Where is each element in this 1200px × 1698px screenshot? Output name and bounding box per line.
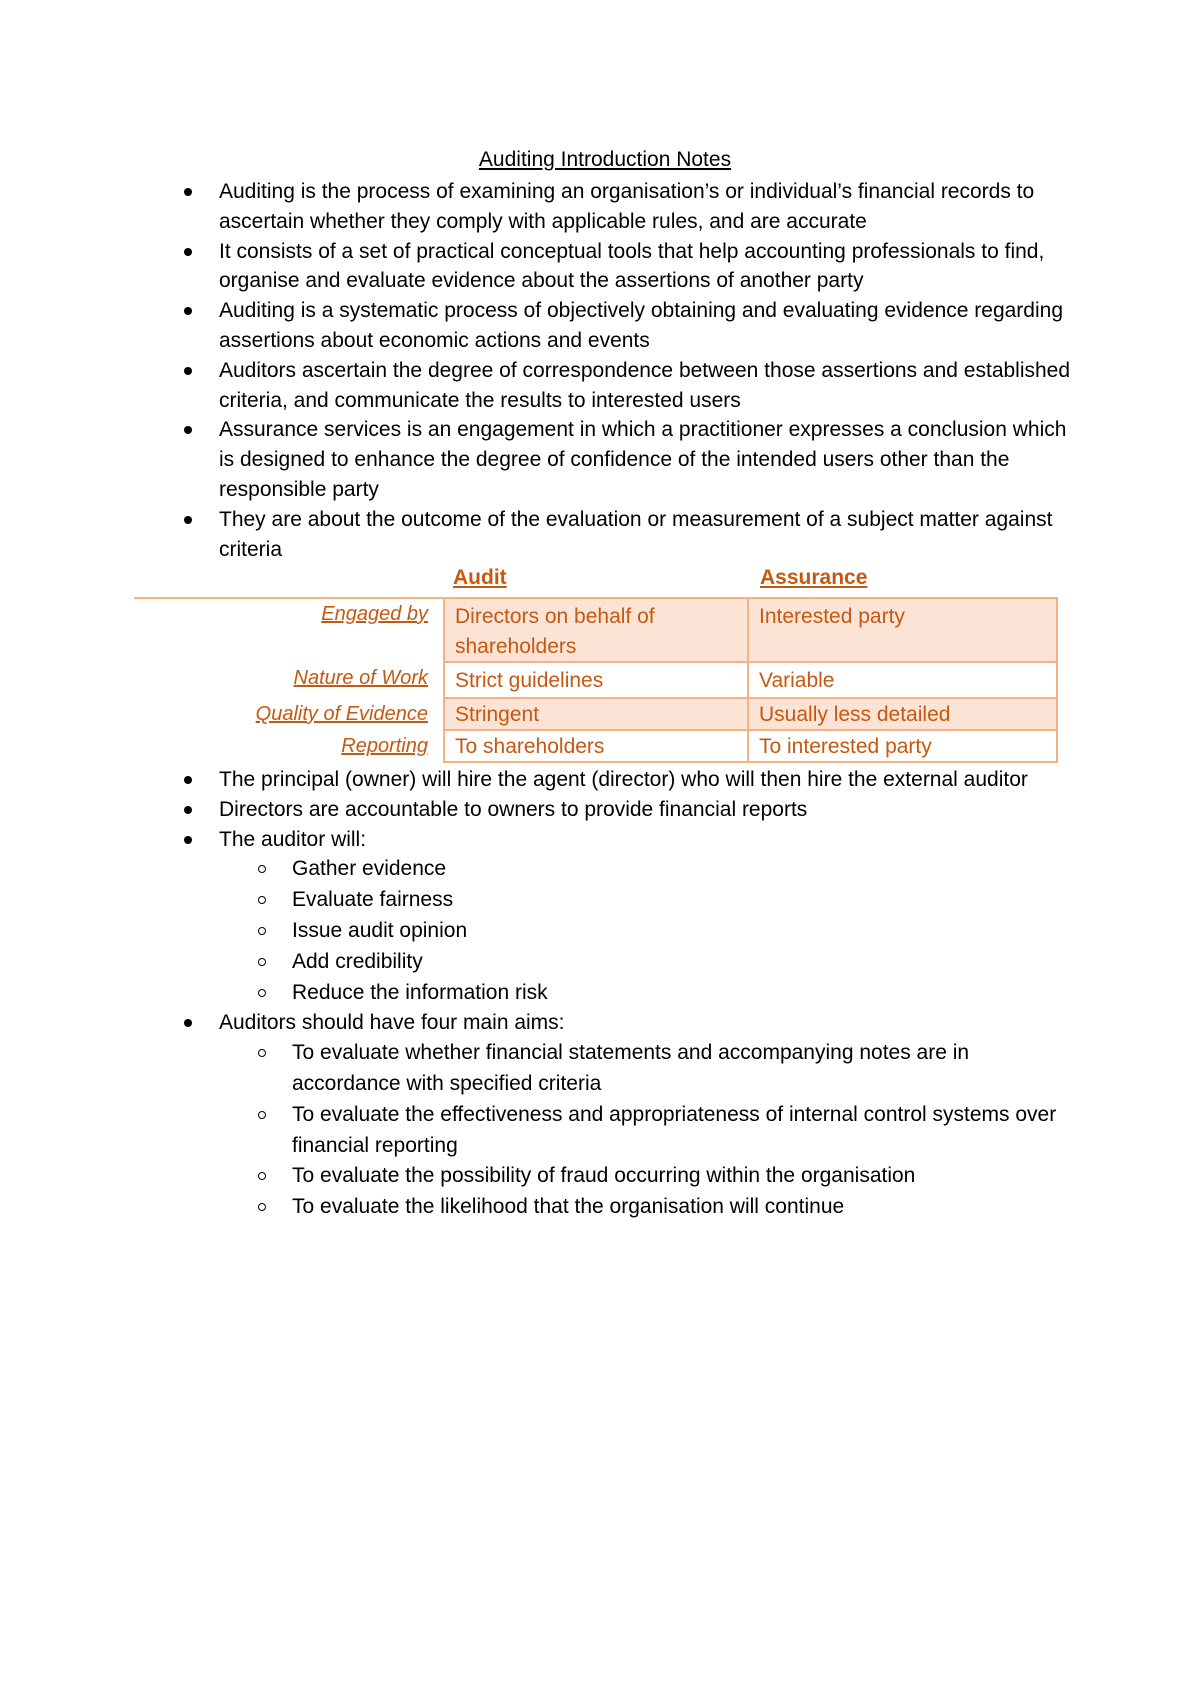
sub-list-item xyxy=(0,1038,1072,1100)
list-item-text: They are about the outcome of the evaluation or measurement of a subject matter against criteria xyxy=(219,507,1053,561)
list-item-text: It consists of a set of practical conceptual tools that help accounting professionals to find, organise and evaluate evidence about the assertions of another party xyxy=(219,239,1045,293)
circle-bullet-icon xyxy=(258,1111,266,1119)
table-cell: Interested party xyxy=(747,597,1058,663)
bullet-icon xyxy=(184,426,192,434)
sub-list-item-text: Issue audit opinion xyxy=(292,918,468,942)
list-item-text: Auditors ascertain the degree of correspondence between those assertions and established criteria, and communicate the results to interested users xyxy=(219,358,1071,412)
sub-list-item xyxy=(0,947,1072,978)
list-item xyxy=(0,505,1079,565)
sub-list-item-text: Evaluate fairness xyxy=(292,888,454,912)
sub-list-item-text: Gather evidence xyxy=(292,857,447,881)
circle-bullet-icon xyxy=(258,865,266,873)
list-item xyxy=(0,177,1079,237)
four-aims-sublist xyxy=(0,1038,1079,1223)
table-body xyxy=(0,597,1200,761)
sub-list-item xyxy=(0,1100,1072,1162)
table-cell: Variable xyxy=(747,661,1058,699)
table-cell: To interested party xyxy=(747,729,1058,763)
list-item-text: Directors are accountable to owners to provide financial reports xyxy=(219,797,808,821)
list-item xyxy=(0,296,1079,356)
list-item-text: Assurance services is an engagement in which a practitioner expresses a conclusion which is designed to enhance the degree of confidence of the intended users other than the responsible party xyxy=(219,418,1067,501)
list-item-text: Auditors should have four main aims: xyxy=(219,1011,565,1035)
row-label: Quality of Evidence xyxy=(255,703,428,725)
bullet-icon xyxy=(184,367,192,375)
sub-list-item xyxy=(0,1161,1072,1192)
bullet-icon xyxy=(184,307,192,315)
auditor-will-sublist xyxy=(0,854,1079,1008)
circle-bullet-icon xyxy=(258,927,266,935)
table-cell: Stringent xyxy=(443,697,749,731)
bullet-icon xyxy=(184,806,192,814)
sub-list-item-text: To evaluate the possibility of fraud occurring within the organisation xyxy=(292,1164,916,1188)
list-item xyxy=(0,415,1079,504)
table-cell: Directors on behalf of shareholders xyxy=(443,597,749,663)
bullet-icon xyxy=(184,776,192,784)
list-item xyxy=(0,765,1079,795)
circle-bullet-icon xyxy=(258,896,266,904)
table-row xyxy=(0,729,1200,761)
sub-list-item-text: To evaluate the effectiveness and appropriateness of internal control systems over financial reporting xyxy=(292,1102,1057,1157)
list-item xyxy=(0,356,1079,416)
list-item xyxy=(0,1008,1079,1223)
bullet-icon xyxy=(184,516,192,524)
table-row xyxy=(0,597,1200,661)
bullet-icon xyxy=(184,248,192,256)
circle-bullet-icon xyxy=(258,1172,266,1180)
sub-list-item-text: To evaluate the likelihood that the organisation will continue xyxy=(292,1195,845,1219)
later-bullet-list xyxy=(0,765,1200,1223)
list-item xyxy=(0,795,1079,825)
list-item-text: The principal (owner) will hire the agent (director) who will then hire the external auditor xyxy=(219,768,1028,791)
sub-list-item xyxy=(0,916,1072,947)
column-header-assurance: Assurance xyxy=(760,566,868,589)
list-item xyxy=(0,825,1079,1009)
circle-bullet-icon xyxy=(258,958,266,966)
table-cell: To shareholders xyxy=(443,729,749,763)
circle-bullet-icon xyxy=(258,1203,266,1211)
circle-bullet-icon xyxy=(258,1049,266,1057)
bullet-icon xyxy=(184,836,192,844)
bullet-icon xyxy=(184,1019,192,1027)
list-item-text: Auditing is the process of examining an organisation’s or individual’s financial records to ascertain whether they comply with applicable rules, and are accurate xyxy=(219,180,1035,233)
sub-list-item xyxy=(0,978,1072,1009)
row-label: Reporting xyxy=(341,735,428,757)
table-row xyxy=(0,697,1200,729)
sub-list-item xyxy=(0,1192,1072,1223)
row-label: Engaged by xyxy=(321,603,428,625)
table-cell: Usually less detailed xyxy=(747,697,1058,731)
audit-vs-assurance-table xyxy=(0,565,1200,765)
table-row xyxy=(0,661,1200,697)
list-item-text: Auditing is a systematic process of objectively obtaining and evaluating evidence regarding assertions about economic actions and events xyxy=(219,299,1063,352)
circle-bullet-icon xyxy=(258,989,266,997)
bullet-icon xyxy=(184,188,192,196)
list-item-text: The auditor will: xyxy=(219,827,367,851)
list-item xyxy=(0,237,1079,297)
sub-list-item xyxy=(0,854,1072,885)
column-header-audit: Audit xyxy=(453,566,507,589)
sub-list-item xyxy=(0,885,1072,916)
sub-list-item-text: Reduce the information risk xyxy=(292,980,548,1004)
table-cell: Strict guidelines xyxy=(443,661,749,699)
row-label: Nature of Work xyxy=(293,667,428,689)
sub-list-item-text: To evaluate whether financial statements and accompanying notes are in accordance with specified criteria xyxy=(292,1041,970,1095)
page-title: Auditing Introduction Notes xyxy=(478,148,732,171)
sub-list-item-text: Add credibility xyxy=(292,949,423,973)
intro-bullet-list xyxy=(0,177,1200,564)
